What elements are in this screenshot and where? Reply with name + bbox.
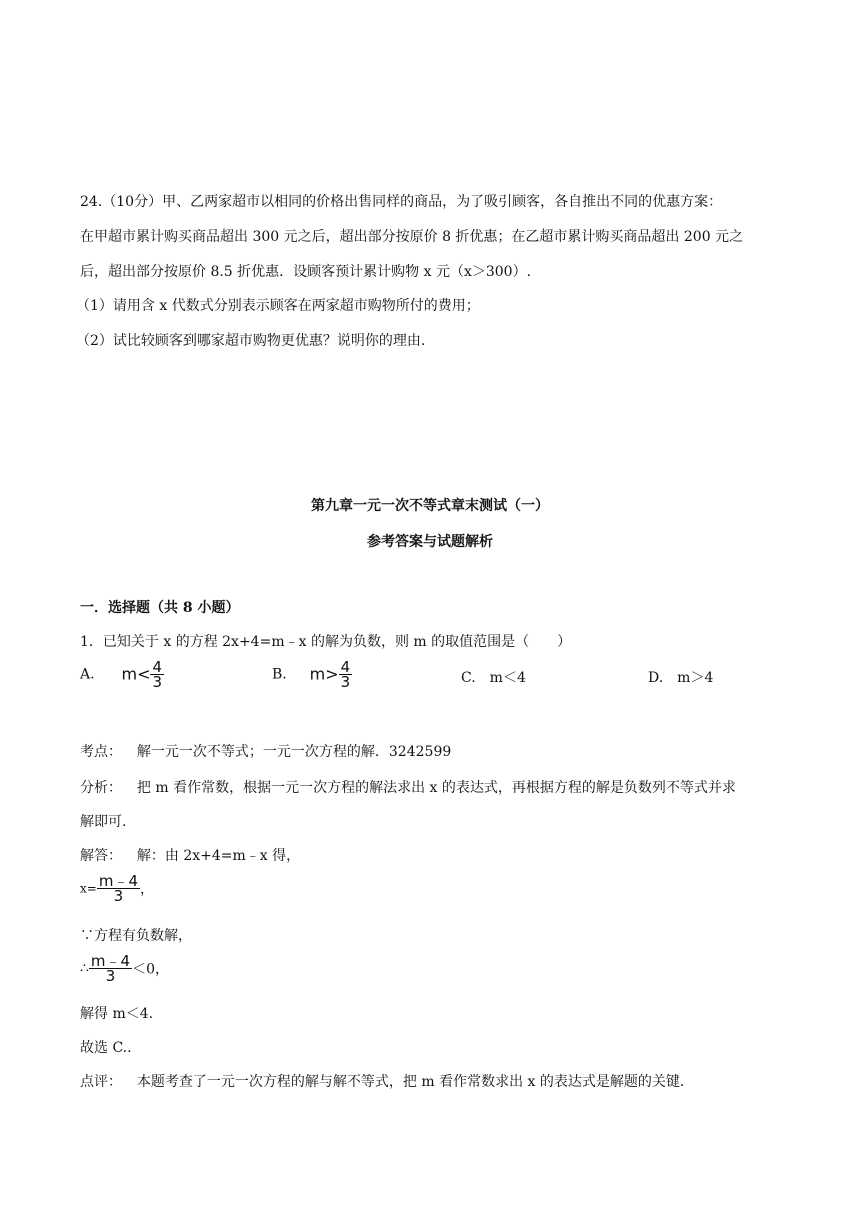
q24-line1: 24.（10分）甲、乙两家超市以相同的价格出售同样的商品，为了吸引顾客，各自推出不同的优惠方案： [80, 194, 723, 210]
chapter-title: 第九章一元一次不等式章末测试（一） [311, 498, 549, 514]
result-line: 解得 m＜4. [80, 1006, 154, 1022]
choose-line: 故选 C.. [80, 1040, 132, 1056]
kaodian-row [80, 742, 451, 762]
lt-zero: ＜0， [132, 961, 169, 978]
q24-part2: （2）试比较顾客到哪家超市购物更优惠？说明你的理由. [76, 333, 426, 349]
option-a-rel: < [137, 664, 151, 684]
jieda-label: 解答： [80, 848, 122, 864]
x-frac-num: m﹣4 [98, 872, 138, 890]
option-a-fraction [150, 660, 164, 689]
x-expression [80, 874, 154, 903]
kaodian-label: 考点： [80, 744, 122, 760]
q1-option-d: D. m＞4 [648, 670, 714, 686]
dianping-text: 本题考查了一元一次方程的解与解不等式，把 m 看作常数求出 x 的表达式是解题的关键. [136, 1074, 685, 1090]
q24-part1: （1）请用含 x 代数式分别表示顾客在两家超市购物所付的费用； [76, 298, 480, 314]
option-b-num: 4 [340, 658, 351, 676]
q1-stem: 1．已知关于 x 的方程 2x+4=m﹣x 的解为负数，则 m 的取值范围是（ ） [80, 634, 572, 650]
q1-option-b [272, 660, 352, 689]
dianping-row [80, 1072, 684, 1092]
option-b-fraction [339, 660, 353, 689]
x-fraction [97, 874, 140, 903]
q24-line3: 后，超出部分按原价 8.5 折优惠．设顾客预计累计购物 x 元（x＞300）. [80, 264, 532, 280]
option-b-rel: > [325, 664, 339, 684]
therefore-fraction [89, 954, 132, 983]
fenxi-text1: 把 m 看作常数，根据一元一次方程的解法求出 x 的表达式，再根据方程的解是负数列不等式并求 [136, 780, 736, 796]
therefore-symbol: ∴ [80, 960, 89, 977]
x-frac-den: 3 [113, 887, 124, 905]
fenxi-row [80, 778, 736, 798]
q1-option-a [80, 660, 164, 689]
kaodian-text: 解一元一次不等式；一元一次方程的解．3242599 [136, 744, 452, 760]
option-a-var: m [121, 664, 138, 684]
option-b-label: B. [272, 666, 287, 683]
jieda-text1: 解：由 2x+4=m﹣x 得， [136, 848, 301, 864]
therefore-expression [80, 954, 169, 983]
answer-subtitle: 参考答案与试题解析 [367, 534, 493, 550]
option-a-label: A. [80, 666, 95, 683]
dianping-label: 点评： [80, 1074, 122, 1090]
option-b-var: m [309, 664, 326, 684]
q1-option-c: C. m＜4 [461, 670, 526, 686]
fenxi-label: 分析： [80, 780, 122, 796]
q24-line2: 在甲超市累计购买商品超出 300 元之后，超出部分按原价 8 折优惠；在乙超市累计购买商品超出 200 元之 [80, 229, 744, 245]
therefore-frac-den: 3 [105, 967, 116, 985]
option-a-num: 4 [152, 658, 163, 676]
fenxi-text2: 解即可. [80, 814, 127, 830]
jieda-row [80, 846, 300, 866]
x-prefix: x= [80, 881, 97, 896]
therefore-frac-num: m﹣4 [90, 952, 131, 970]
section-heading: 一．选择题（共 8 小题） [80, 600, 240, 616]
because-line: ∵方程有负数解， [80, 928, 192, 944]
option-b-den: 3 [340, 673, 351, 691]
option-a-den: 3 [152, 673, 163, 691]
x-comma: ， [139, 881, 154, 898]
